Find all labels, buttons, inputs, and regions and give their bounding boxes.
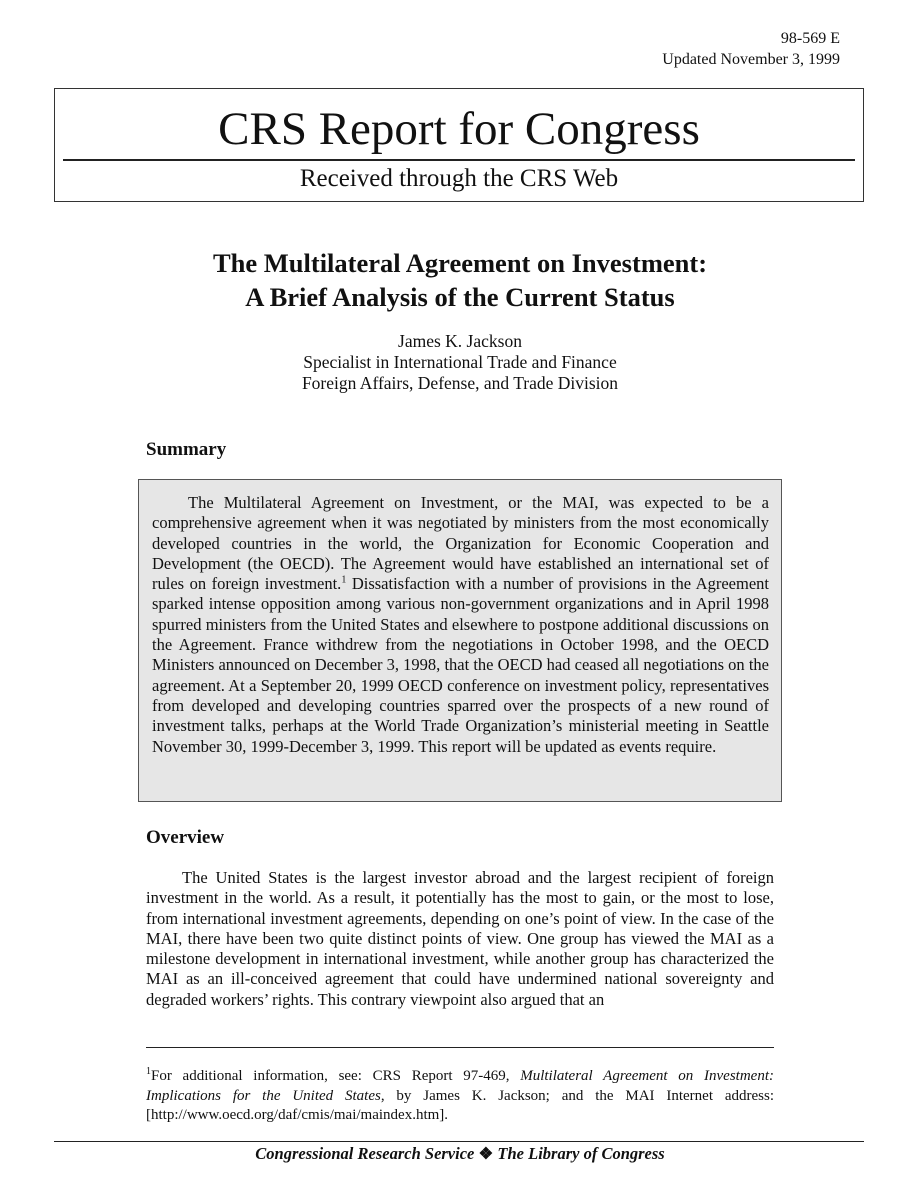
footnote-report-title: Multilateral Agreement on Investment: Implications for the United States — [146, 1068, 775, 1104]
footnote-prefix: For additional information, see: CRS Report 97-469, — [151, 1068, 521, 1084]
overview-heading: Overview — [146, 827, 225, 848]
summary-box — [138, 479, 782, 802]
footnote-end: . — [444, 1107, 449, 1123]
summary-text-part-2: Dissatisfaction with a number of provisions in the Agreement sparked intense opposition among various non-government organizations and in April 1998 spurred ministers from the United States and elsewhere to postpone additional discussions on the Agreement. France withdrew from the negotiations in October 1998, and the OECD Ministers announced on December 3, 1998, that the OECD had ceased all negotiations on the agreement. At a September 20, 1999 OECD conference on investment policy, representatives from developed and developing countries sparred over the prospects of a new round of investment talks, perhaps at the World Trade Organization’s ministerial meeting in Seattle November 30, 1999-December 3, 1999. This report will be updated as events require. — [152, 574, 769, 756]
footnote-marker: 1 — [146, 1066, 151, 1077]
overview-paragraph: The United States is the largest investor abroad and the largest recipient of foreign investment in the world. As a result, it potentially has the most to gain, or the most to lose, from international investment agreements, depending on one’s point of view. In the case of the MAI, there have been two quite distinct points of view. One group has viewed the MAI as a milestone development in international investment, while another group has characterized the MAI as an ill-conceived agreement that could have undermined national sovereignty and degraded workers’ rights. This contrary viewpoint also argued that an — [146, 868, 774, 1009]
author-name: James K. Jackson — [398, 331, 522, 351]
footnote-divider — [146, 1047, 774, 1048]
document-title-line-1: The Multilateral Agreement on Investment: — [212, 248, 708, 278]
document-title-line-2: A Brief Analysis of the Current Status — [245, 282, 675, 312]
document-title — [0, 246, 920, 314]
report-number: 98-569 E — [780, 30, 840, 47]
report-header-box — [54, 88, 864, 202]
report-meta — [662, 28, 840, 70]
footer-left-text: Congressional Research Service — [255, 1144, 475, 1163]
summary-text-part-1: The Multilateral Agreement on Investment, or the MAI, was expected to be a comprehensive agreement when it was negotiated by ministers from the most economically developed countries in the world, the Organization for Economic Cooperation and Development (the OECD). The Agreement would have established an international set of rules on foreign investment. — [152, 493, 769, 594]
footnote-url-link[interactable]: [http://www.oecd.org/daf/cmis/mai/maindex.htm] — [146, 1107, 445, 1123]
diamond-ornament-icon: ❖ — [478, 1144, 494, 1163]
report-header-title: CRS Report for Congress — [218, 103, 700, 155]
author-position: Specialist in International Trade and Finance — [303, 352, 617, 372]
summary-heading: Summary — [146, 439, 227, 460]
footer — [0, 1142, 920, 1166]
footnote — [146, 1067, 774, 1126]
footnote-reference[interactable]: 1 — [341, 574, 347, 586]
header-divider — [63, 159, 855, 161]
footer-right-text: The Library of Congress — [497, 1144, 665, 1163]
overview-section — [146, 868, 774, 1010]
author-block — [0, 331, 920, 394]
report-header-subtitle: Received through the CRS Web — [299, 165, 619, 192]
summary-paragraph — [152, 493, 769, 757]
report-updated-date: Updated November 3, 1999 — [662, 51, 840, 68]
footnote-suffix: , by James K. Jackson; and the MAI Internet address: — [380, 1087, 774, 1104]
author-division: Foreign Affairs, Defense, and Trade Division — [301, 373, 619, 393]
